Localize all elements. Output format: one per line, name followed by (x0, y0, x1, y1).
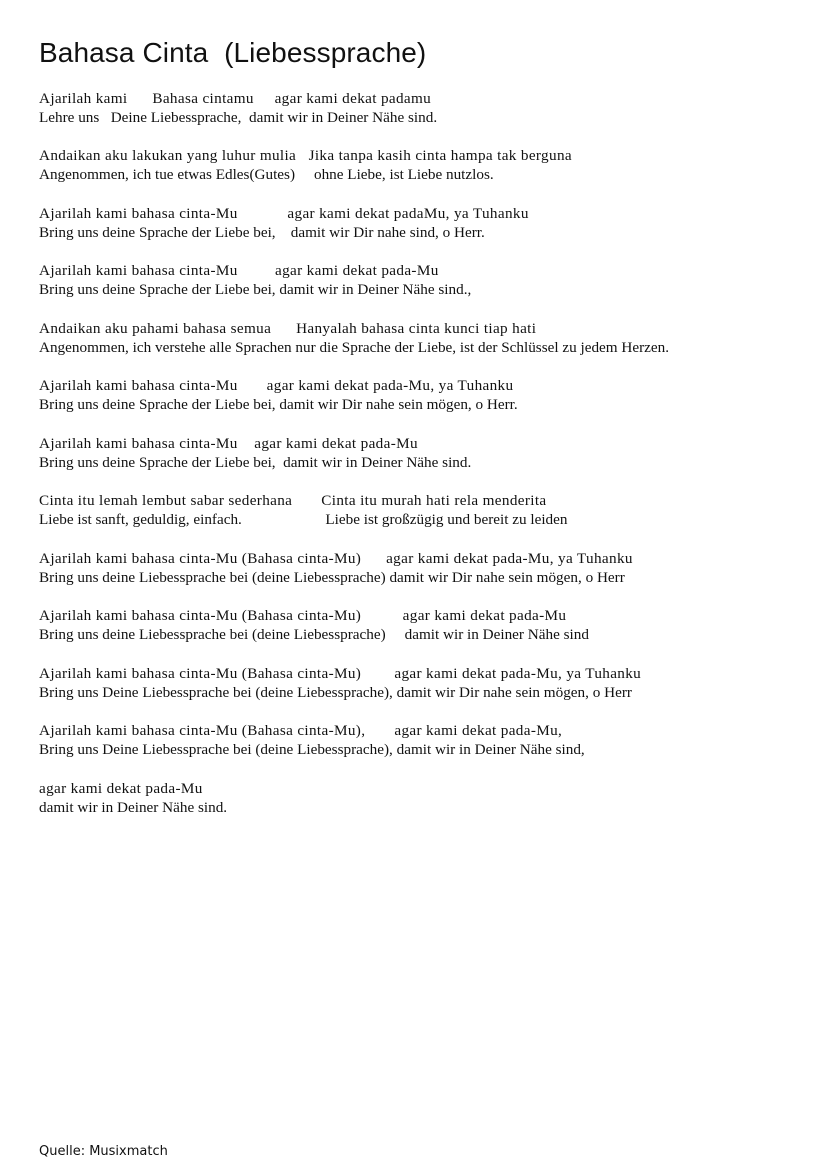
indonesian-line: Cinta itu lemah lembut sabar sederhana Cinta itu murah hati rela menderita (39, 492, 547, 509)
stanza-2 (39, 146, 572, 184)
stanza-8 (39, 491, 567, 529)
german-line: Bring uns deine Liebessprache bei (deine Liebessprache) damit wir Dir nahe sein mögen, o Herr (39, 569, 625, 586)
indonesian-line: Ajarilah kami bahasa cinta-Mu agar kami dekat pada-Mu, ya Tuhanku (39, 377, 514, 394)
german-line: Angenommen, ich verstehe alle Sprachen nur die Sprache der Liebe, ist der Schlüssel zu jedem Herzen. (39, 339, 670, 356)
stanza-13 (39, 779, 227, 817)
german-line: Lehre uns Deine Liebessprache, damit wir in Deiner Nähe sind. (39, 109, 438, 126)
page-title: Bahasa Cinta (Liebessprache) (39, 37, 427, 68)
german-line: damit wir in Deiner Nähe sind. (39, 799, 228, 816)
stanza-12 (39, 721, 585, 759)
german-line: Bring uns deine Sprache der Liebe bei, damit wir Dir nahe sind, o Herr. (39, 224, 485, 241)
source-footer: Quelle: Musixmatch (39, 1144, 168, 1159)
indonesian-line: Andaikan aku pahami bahasa semua Hanyalah bahasa cinta kunci tiap hati (39, 320, 537, 337)
indonesian-line: Ajarilah kami bahasa cinta-Mu (Bahasa cinta-Mu) agar kami dekat pada-Mu, ya Tuhanku (39, 550, 633, 567)
indonesian-line: Ajarilah kami bahasa cinta-Mu agar kami dekat pada-Mu (39, 435, 418, 452)
german-line: Bring uns deine Sprache der Liebe bei, damit wir Dir nahe sein mögen, o Herr. (39, 396, 518, 413)
indonesian-line: Ajarilah kami bahasa cinta-Mu agar kami dekat padaMu, ya Tuhanku (39, 205, 529, 222)
indonesian-line: Ajarilah kami bahasa cinta-Mu (Bahasa cinta-Mu) agar kami dekat pada-Mu, ya Tuhanku (39, 665, 642, 682)
stanza-1 (39, 89, 437, 127)
stanza-4 (39, 261, 471, 299)
stanza-11 (39, 664, 641, 702)
indonesian-line: Ajarilah kami Bahasa cintamu agar kami dekat padamu (39, 90, 432, 107)
indonesian-line: Andaikan aku lakukan yang luhur mulia Jika tanpa kasih cinta hampa tak berguna (39, 147, 572, 164)
german-line: Bring uns deine Sprache der Liebe bei, damit wir in Deiner Nähe sind., (39, 281, 472, 298)
stanza-9 (39, 549, 633, 587)
indonesian-line: Ajarilah kami bahasa cinta-Mu (Bahasa cinta-Mu) agar kami dekat pada-Mu (39, 607, 567, 624)
german-line: Bring uns Deine Liebessprache bei (deine Liebessprache), damit wir in Deiner Nähe sind, (39, 741, 585, 758)
stanza-10 (39, 606, 589, 644)
indonesian-line: Ajarilah kami bahasa cinta-Mu agar kami dekat pada-Mu (39, 262, 439, 279)
german-line: Bring uns deine Liebessprache bei (deine Liebessprache) damit wir in Deiner Nähe sind (39, 626, 589, 643)
stanza-7 (39, 434, 471, 472)
german-line: Angenommen, ich tue etwas Edles(Gutes) ohne Liebe, ist Liebe nutzlos. (39, 166, 494, 183)
indonesian-line: agar kami dekat pada-Mu (39, 780, 203, 797)
german-line: Liebe ist sanft, geduldig, einfach. Liebe ist großzügig und bereit zu leiden (39, 511, 568, 528)
stanza-3 (39, 204, 529, 242)
german-line: Bring uns deine Sprache der Liebe bei, damit wir in Deiner Nähe sind. (39, 454, 472, 471)
german-line: Bring uns Deine Liebessprache bei (deine Liebessprache), damit wir Dir nahe sein mögen, o Herr (39, 684, 632, 701)
stanza-5 (39, 319, 669, 357)
indonesian-line: Ajarilah kami bahasa cinta-Mu (Bahasa cinta-Mu), agar kami dekat pada-Mu, (39, 722, 563, 739)
stanza-6 (39, 376, 518, 414)
